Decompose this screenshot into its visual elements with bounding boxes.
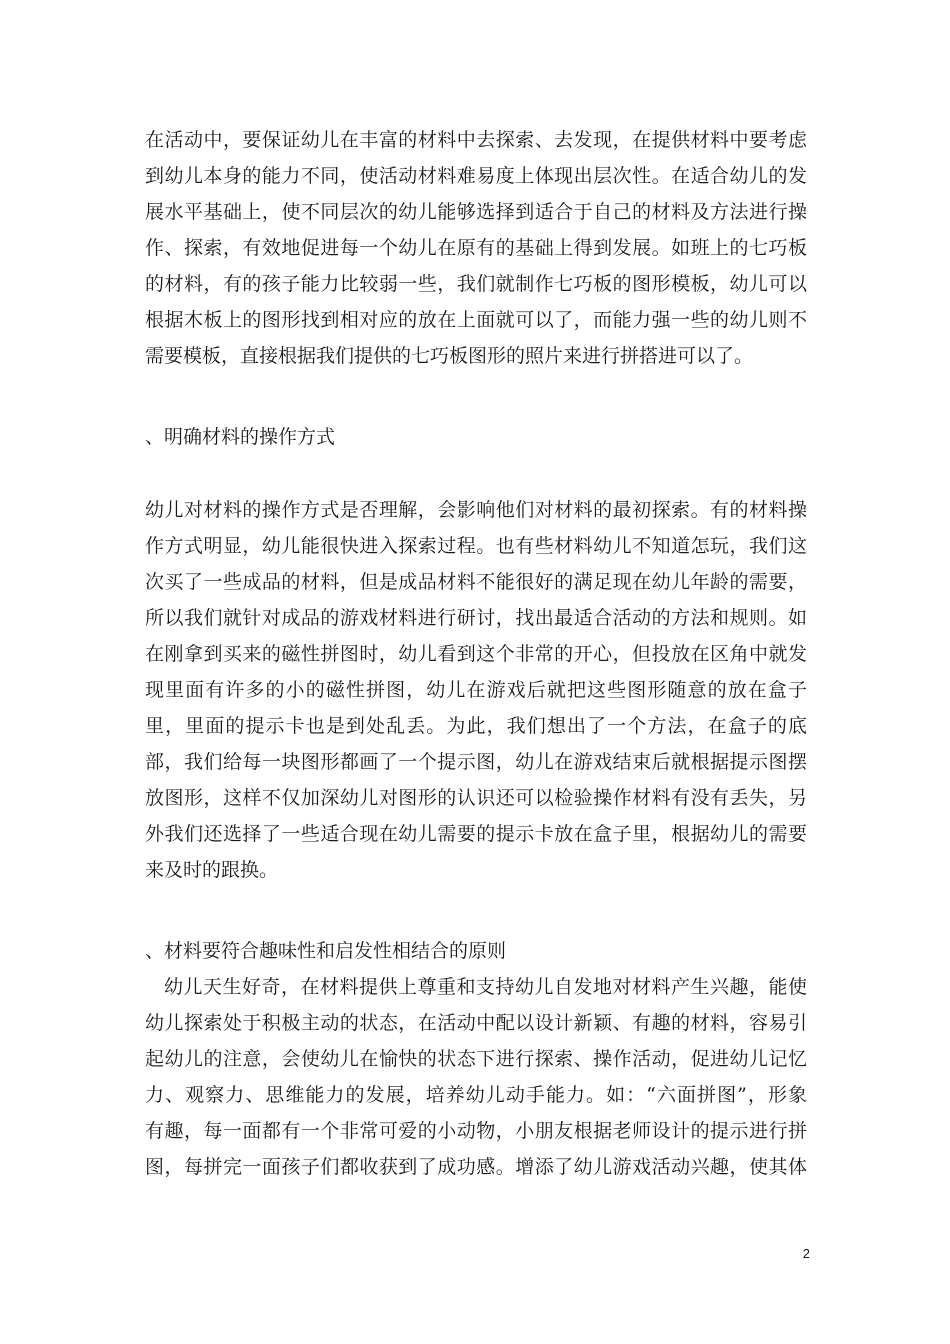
paragraph-1-line-4: 作、探索，有效地促进每一个幼儿在原有的基础上得到发展。如班上的七巧板 bbox=[145, 237, 807, 259]
paragraph-2-line-4: 所以我们就针对成品的游戏材料进行研讨，找出最适合活动的方法和规则。如 bbox=[145, 607, 807, 629]
section-heading-1: 、明确材料的操作方式 bbox=[145, 426, 336, 448]
paragraph-2-line-9: 放图形，这样不仅加深幼儿对图形的认识还可以检验操作材料有没有丢失，另 bbox=[145, 787, 807, 809]
paragraph-3-line-5: 有趣，每一面都有一个非常可爱的小动物，小朋友根据老师设计的提示进行拼 bbox=[145, 1120, 807, 1142]
paragraph-2-line-1: 幼儿对材料的操作方式是否理解，会影响他们对材料的最初探索。有的材料操 bbox=[145, 499, 807, 521]
paragraph-1-line-5: 的材料，有的孩子能力比较弱一些，我们就制作七巧板的图形模板，幼儿可以 bbox=[145, 273, 807, 295]
paragraph-2-line-10: 外我们还选择了一些适合现在幼儿需要的提示卡放在盒子里，根据幼儿的需要 bbox=[145, 823, 807, 845]
paragraph-1-line-1: 在活动中，要保证幼儿在丰富的材料中去探索、去发现，在提供材料中要考虑 bbox=[145, 129, 807, 151]
paragraph-2-line-3: 次买了一些成品的材料，但是成品材料不能很好的满足现在幼儿年龄的需要， bbox=[145, 571, 807, 593]
paragraph-3-line-4: 力、观察力、思维能力的发展，培养幼儿动手能力。如：“六面拼图”，形象 bbox=[145, 1084, 807, 1106]
page-number: 2 bbox=[802, 1246, 810, 1261]
paragraph-3-line-6: 图，每拼完一面孩子们都收获到了成功感。增添了幼儿游戏活动兴趣，使其体 bbox=[145, 1156, 807, 1178]
paragraph-1-line-6: 根据木板上的图形找到相对应的放在上面就可以了，而能力强一些的幼儿则不 bbox=[145, 309, 807, 331]
paragraph-2-line-2: 作方式明显，幼儿能很快进入探索过程。也有些材料幼儿不知道怎玩，我们这 bbox=[145, 535, 807, 557]
paragraph-1-line-7: 需要模板，直接根据我们提供的七巧板图形的照片来进行拼搭进可以了。 bbox=[145, 345, 754, 367]
paragraph-3-line-2: 幼儿探索处于积极主动的状态，在活动中配以设计新颖、有趣的材料，容易引 bbox=[145, 1012, 807, 1034]
paragraph-2-line-11: 来及时的跟换。 bbox=[145, 859, 279, 881]
paragraph-2-line-6: 现里面有许多的小的磁性拼图，幼儿在游戏后就把这些图形随意的放在盒子 bbox=[145, 679, 807, 701]
paragraph-2-line-7: 里，里面的提示卡也是到处乱丢。为此，我们想出了一个方法，在盒子的底 bbox=[145, 715, 807, 737]
paragraph-1-line-3: 展水平基础上，使不同层次的幼儿能够选择到适合于自己的材料及方法进行操 bbox=[145, 201, 807, 223]
paragraph-3-line-3: 起幼儿的注意，会使幼儿在愉快的状态下进行探索、操作活动，促进幼儿记忆 bbox=[145, 1048, 807, 1070]
paragraph-2-line-8: 部，我们给每一块图形都画了一个提示图，幼儿在游戏结束后就根据提示图摆 bbox=[145, 751, 807, 773]
paragraph-1-line-2: 到幼儿本身的能力不同，使活动材料难易度上体现出层次性。在适合幼儿的发 bbox=[145, 165, 807, 187]
paragraph-2-line-5: 在刚拿到买来的磁性拼图时，幼儿看到这个非常的开心，但投放在区角中就发 bbox=[145, 643, 807, 665]
paragraph-3-line-1: 幼儿天生好奇，在材料提供上尊重和支持幼儿自发地对材料产生兴趣，能使 bbox=[164, 976, 807, 998]
section-heading-2: 、材料要符合趣味性和启发性相结合的原则 bbox=[145, 940, 507, 962]
